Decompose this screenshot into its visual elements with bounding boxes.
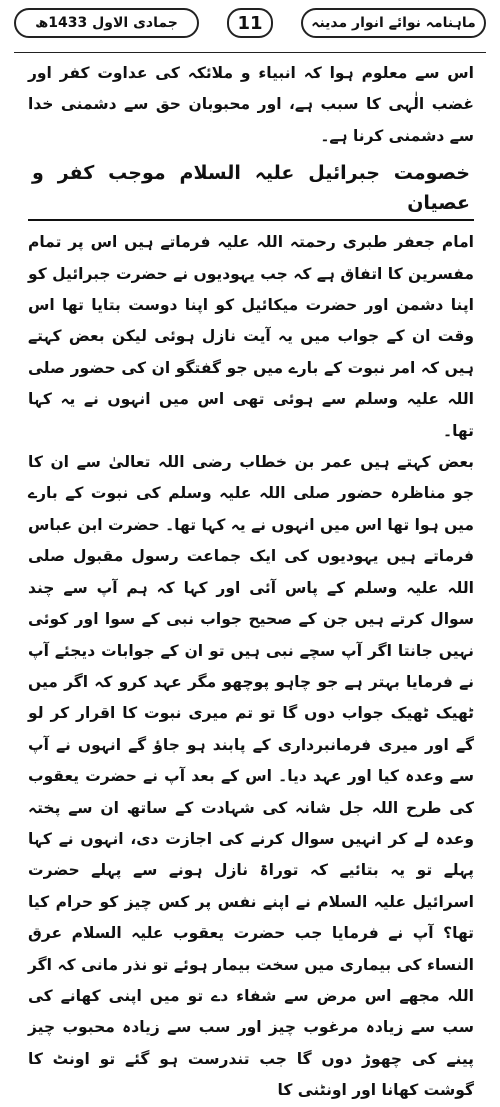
- magazine-title: ماہنامہ نوائے انوار مدینہ: [301, 8, 486, 38]
- header-divider: [14, 52, 486, 53]
- paragraph-2: بعض کہتے ہیں عمر بن خطاب رضی اللہ تعالیٰ سے ان کا جو مناظرہ حضور صلی اللہ علیہ وسلم کی نبوت کے بارے میں ہوا تھا اس میں انہوں نے یہ کہا تھا۔ حضرت ابن عباس فرماتے ہیں یہودیوں کی ایک جماعت رسول مقبول صلی اللہ علیہ وسلم کے پاس آئی اور کہا کہ ہم آپ سے چند سوال کرتے ہیں جن کے صحیح جواب نبی کے سوا اور کوئی نہیں جانتا اگر آپ سچے نبی ہیں تو ان کے جوابات دیجئے آپ نے فرمایا بہتر ہے جو چاہو پوچھو مگر عہد کرو کہ اگر میں ٹھیک ٹھیک جواب دوں گا تو تم میری نبوت کا اقرار کر لو گے اور میری فرمانبرداری کے پابند ہو جاؤ گے انہوں نے آپ سے وعدہ کیا اور عہد دیا۔ اس کے بعد آپ نے حضرت یعقوب کی طرح اللہ جل شانہ کی شہادت کے ساتھ ان سے پختہ وعدہ لے کر انہیں سوال کرنے کی اجازت دی، انہوں نے کہا پہلے تو یہ بتائیے کہ توراۃ نازل ہونے سے پہلے حضرت اسرائیل علیہ السلام نے اپنے نفس پر کس چیز کو حرام کیا تھا؟ آپ نے فرمایا جب حضرت یعقوب علیہ السلام عرق النساء کی بیماری میں سخت بیمار ہوئے تو نذر مانی کہ اگر اللہ مجھے اس مرض سے شفاء دے تو میں اپنی کھانے کی سب سے زیادہ مرغوب چیز اور سب سے زیادہ محبوب چیز پینے کی چھوڑ دوں گا جب تندرست ہو گئے تو اونٹ کا گوشت کھانا اور اونٹنی کا: [28, 453, 474, 1100]
- intro-paragraph: اس سے معلوم ہوا کہ انبیاء و ملائکہ کی عداوت کفر اور غضب الٰہی کا سبب ہے، اور محبوبان حق سے دشمنی خدا سے دشمنی کرنا ہے۔: [28, 64, 474, 145]
- page-header: [14, 8, 486, 42]
- issue-date: جمادی الاول 1433ھ: [14, 8, 199, 38]
- section-heading: خصومت جبرائیل علیہ السلام موجب کفر و عصیان: [28, 158, 474, 221]
- section-heading-wrap: [28, 158, 474, 221]
- paragraph-1: امام جعفر طبری رحمتہ اللہ علیہ فرماتے ہیں اس پر تمام مفسرین کا اتفاق ہے کہ جب یہودیوں نے حضرت جبرائیل کو اپنا دشمن اور حضرت میکائیل کو اپنا دوست بتایا تھا اس وقت ان کے جواب میں یہ آیت نازل ہوئی لیکن بعض کہتے ہیں کہ امر نبوت کے بارے میں جو گفتگو ان کی حضور صلی اللہ علیہ وسلم سے ہوئی تھی اس میں انہوں نے یہ کہا تھا۔: [28, 233, 474, 440]
- page-number: 11: [227, 8, 273, 38]
- article-body: [28, 58, 474, 1107]
